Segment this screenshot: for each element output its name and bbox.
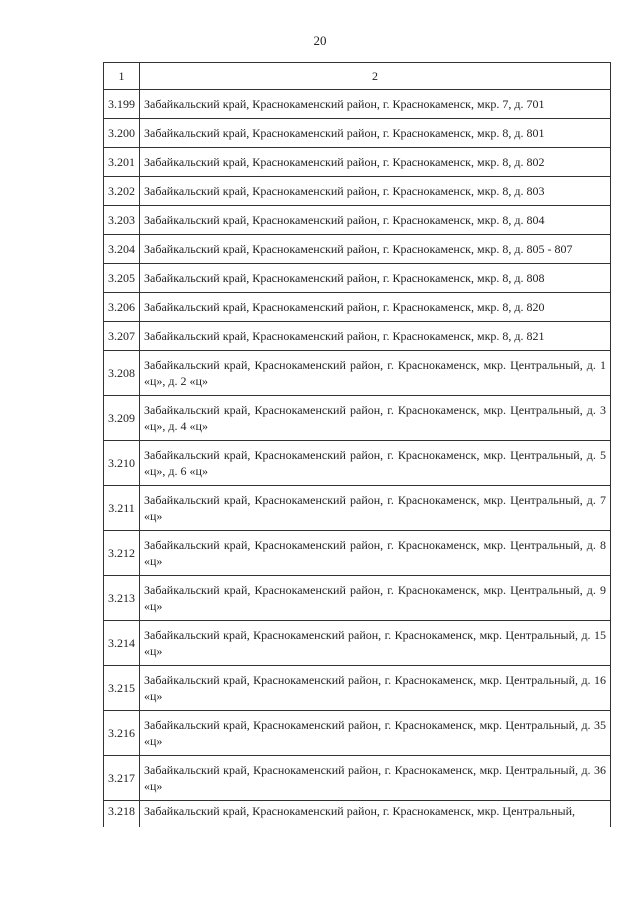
row-number: 3.208 [104,351,140,396]
table-row [104,293,611,322]
row-number: 3.199 [104,90,140,119]
table-row [104,801,611,828]
row-number: 3.213 [104,576,140,621]
row-number: 3.216 [104,711,140,756]
table-row [104,206,611,235]
table-row [104,441,611,486]
column-header-address: 2 [140,63,611,90]
row-number: 3.204 [104,235,140,264]
row-address: Забайкальский край, Краснокаменский район, г. Краснокаменск, мкр. Центральный, д. 3 «ц», д. 4 «ц» [140,396,611,441]
row-number: 3.209 [104,396,140,441]
table-row [104,756,611,801]
row-address: Забайкальский край, Краснокаменский район, г. Краснокаменск, мкр. 8, д. 821 [140,322,611,351]
row-address: Забайкальский край, Краснокаменский район, г. Краснокаменск, мкр. 8, д. 808 [140,264,611,293]
table-row [104,177,611,206]
table-row [104,351,611,396]
address-table [103,62,611,827]
row-number: 3.205 [104,264,140,293]
table-row [104,396,611,441]
row-number: 3.215 [104,666,140,711]
row-number: 3.210 [104,441,140,486]
row-address: Забайкальский край, Краснокаменский район, г. Краснокаменск, мкр. Центральный, д. 8 «ц» [140,531,611,576]
row-address: Забайкальский край, Краснокаменский район, г. Краснокаменск, мкр. Центральный, д. 15 «ц» [140,621,611,666]
row-address: Забайкальский край, Краснокаменский район, г. Краснокаменск, мкр. Центральный, д. 9 «ц» [140,576,611,621]
row-number: 3.212 [104,531,140,576]
row-number: 3.217 [104,756,140,801]
row-address: Забайкальский край, Краснокаменский район, г. Краснокаменск, мкр. 8, д. 805 - 807 [140,235,611,264]
table-row [104,90,611,119]
row-address: Забайкальский край, Краснокаменский район, г. Краснокаменск, мкр. Центральный, д. 1 «ц», д. 2 «ц» [140,351,611,396]
table-row [104,148,611,177]
row-number: 3.200 [104,119,140,148]
row-number: 3.202 [104,177,140,206]
row-number: 3.218 [104,801,140,828]
table-header-row [104,63,611,90]
row-address: Забайкальский край, Краснокаменский район, г. Краснокаменск, мкр. 8, д. 803 [140,177,611,206]
row-address: Забайкальский край, Краснокаменский район, г. Краснокаменск, мкр. Центральный, д. 5 «ц», д. 6 «ц» [140,441,611,486]
table-row [104,264,611,293]
row-number: 3.206 [104,293,140,322]
row-number: 3.207 [104,322,140,351]
table-row [104,621,611,666]
table-row [104,711,611,756]
row-address: Забайкальский край, Краснокаменский район, г. Краснокаменск, мкр. 8, д. 804 [140,206,611,235]
table-row [104,322,611,351]
table-row [104,235,611,264]
row-address: Забайкальский край, Краснокаменский район, г. Краснокаменск, мкр. 8, д. 820 [140,293,611,322]
row-number: 3.201 [104,148,140,177]
row-address: Забайкальский край, Краснокаменский район, г. Краснокаменск, мкр. Центральный, д. 16 «ц» [140,666,611,711]
row-address: Забайкальский край, Краснокаменский район, г. Краснокаменск, мкр. 8, д. 801 [140,119,611,148]
row-address: Забайкальский край, Краснокаменский район, г. Краснокаменск, мкр. Центральный, д. 35 «ц» [140,711,611,756]
column-header-number: 1 [104,63,140,90]
table-row [104,486,611,531]
row-number: 3.214 [104,621,140,666]
table-row [104,119,611,148]
row-address: Забайкальский край, Краснокаменский район, г. Краснокаменск, мкр. 8, д. 802 [140,148,611,177]
table-row [104,531,611,576]
row-address: Забайкальский край, Краснокаменский район, г. Краснокаменск, мкр. 7, д. 701 [140,90,611,119]
table-row [104,576,611,621]
row-address: Забайкальский край, Краснокаменский район, г. Краснокаменск, мкр. Центральный, д. 36 «ц» [140,756,611,801]
row-number: 3.211 [104,486,140,531]
page-number: 20 [313,33,327,48]
row-address: Забайкальский край, Краснокаменский район, г. Краснокаменск, мкр. Центральный, [140,801,611,828]
table-row [104,666,611,711]
row-address: Забайкальский край, Краснокаменский район, г. Краснокаменск, мкр. Центральный, д. 7 «ц» [140,486,611,531]
row-number: 3.203 [104,206,140,235]
